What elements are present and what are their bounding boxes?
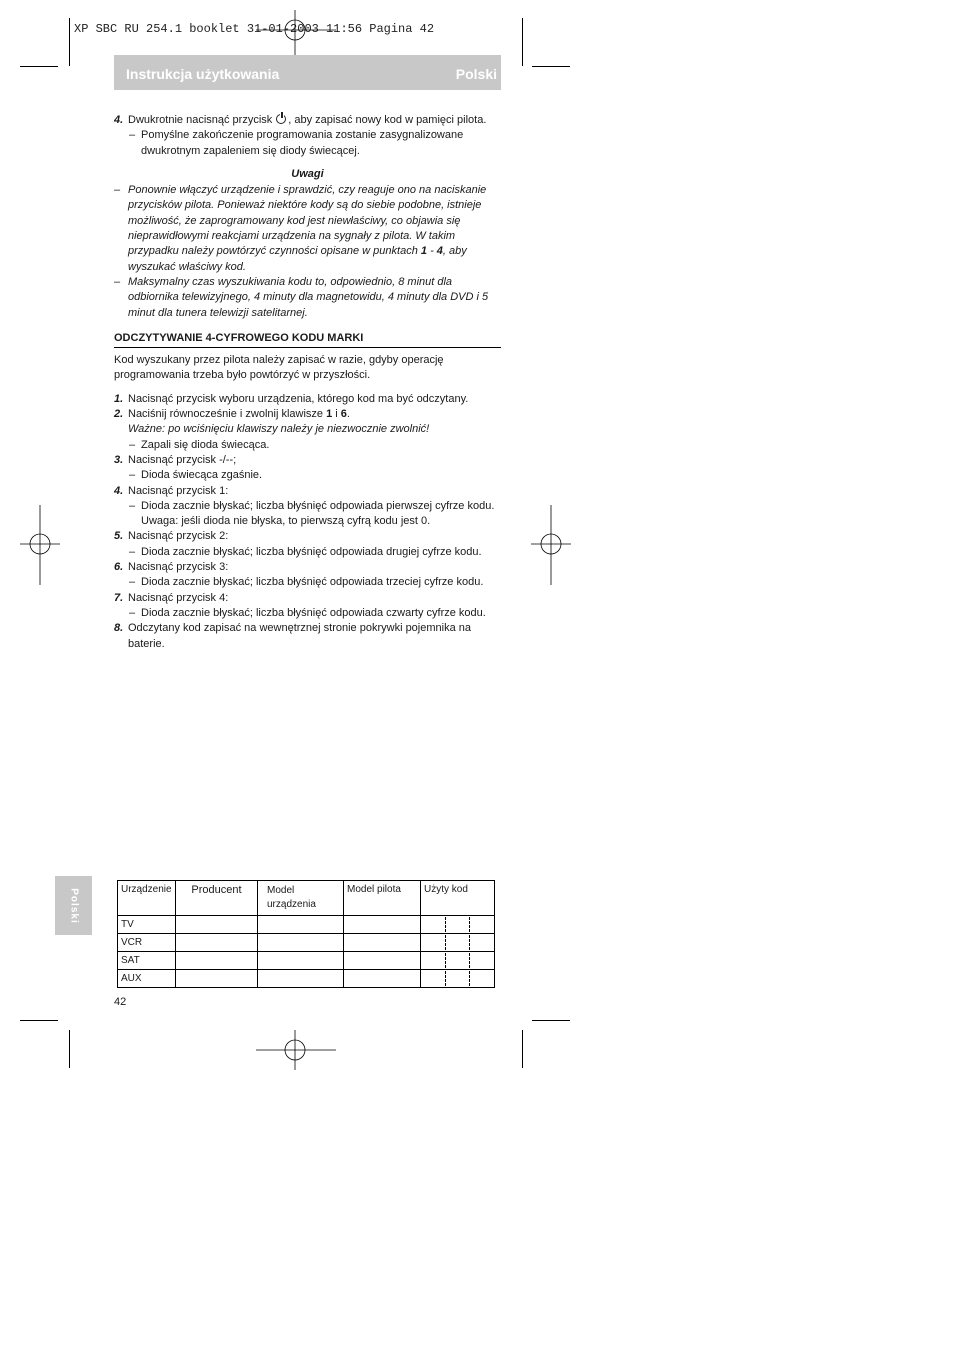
table-row: TV — [118, 916, 495, 934]
step-8: 8. Odczytany kod zapisać na wewnętrznej stronie pokrywki pojemnika na baterie. — [114, 622, 471, 650]
step-3: 3. Nacisnąć przycisk -/--; — [114, 453, 237, 466]
step-4-save: 4. Dwukrotnie nacisnąć przycisk , aby zapisać nowy kod w pamięci pilota. — [114, 114, 487, 126]
table-row: AUX — [118, 970, 495, 988]
step-2: 2. Naciśnij równocześnie i zwolnij klawisze 1 i 6. — [114, 408, 350, 421]
header-used-code: Użyty kod — [421, 881, 495, 916]
note-2: – Maksymalny czas wyszukiwania kodu to, odpowiednio, 8 minut dla odbiornika telewizyjnego, 4 minuty dla magnetowidu, 4 minuty dla DVD i 5 minut dla tunera telewizji satelitarnej. — [114, 275, 501, 321]
code-cells — [421, 970, 495, 988]
registration-mark-top — [256, 10, 336, 60]
header-remote-model: Model pilota — [344, 881, 421, 916]
power-icon — [276, 114, 286, 124]
page-header — [114, 55, 501, 90]
code-record-table — [117, 880, 495, 988]
step-6: 6. Nacisnąć przycisk 3: — [114, 561, 229, 574]
step-2-result: – Zapali się dioda świecąca. — [114, 438, 501, 453]
step-4: 4. Nacisnąć przycisk 1: — [114, 484, 229, 497]
page-number: 42 — [114, 996, 127, 1008]
header-device-model: Model urządzenia — [258, 881, 344, 916]
notes-title: Uwagi — [291, 167, 324, 180]
step-6-blink: – Dioda zacznie błyskać; liczba błyśnięć odpowiada trzeciej cyfrze kodu. — [114, 575, 501, 590]
header-producer: Producent — [176, 881, 258, 916]
main-content — [114, 113, 501, 652]
side-language-tab: Polski — [55, 876, 92, 935]
table-header-row — [118, 881, 495, 916]
registration-mark-bottom — [256, 1030, 336, 1070]
registration-mark-left — [20, 505, 60, 585]
header-language: Polski — [455, 66, 497, 82]
step-4-note: Uwaga: jeśli dioda nie błyska, to pierwszą cyfrą kodu jest 0. — [141, 515, 431, 528]
note-1: – Ponownie włączyć urządzenie i sprawdzić, czy reaguje ono na naciskanie przycisków pilota. Ponieważ niektóre kody są do siebie podobne, istnieje możliwość, że zaprogramowany kod jest niewłaściwy, co objawia się nieprawidłowymi reakcjami urządzenia na sygnały z pilota. W takim przypadku należy powtórzyć czynności opisane w punktach 1 - 4, aby wyszukać właściwy kod. — [114, 183, 501, 275]
print-slug: XP SBC RU 254.1 booklet 31-01-2003 11:56 Pagina 42 — [74, 22, 435, 36]
step-7: 7. Nacisnąć przycisk 4: — [114, 591, 229, 604]
section-title: ODCZYTYWANIE 4-CYFROWEGO KODU MARKI — [114, 331, 501, 348]
code-cells — [421, 934, 495, 952]
step-4-blink: – Dioda zacznie błyskać; liczba błyśnięć odpowiada pierwszej cyfrze kodu. — [114, 499, 501, 514]
step-5-blink: – Dioda zacznie błyskać; liczba błyśnięć odpowiada drugiej cyfrze kodu. — [114, 545, 501, 560]
table-row: SAT — [118, 952, 495, 970]
code-cells — [421, 952, 495, 970]
step-2-warning: Ważne: po wciśnięciu klawiszy należy je niezwocznie zwolnić! — [128, 423, 430, 436]
code-cells — [421, 916, 495, 934]
registration-mark-right — [531, 505, 571, 585]
step-7-blink: – Dioda zacznie błyskać; liczba błyśnięć odpowiada czwarty cyfrze kodu. — [114, 606, 501, 621]
step-1: 1. Nacisnąć przycisk wyboru urządzenia, którego kod ma być odczytany. — [114, 392, 469, 405]
section-intro: Kod wyszukany przez pilota należy zapisać w razie, gdyby operację programowania trzeba było powtórzyć w przyszłości. — [114, 354, 444, 382]
table-row: VCR — [118, 934, 495, 952]
step-4-result: – Pomyślne zakończenie programowania zostanie zasygnalizowane dwukrotnym zapaleniem się diody świecącej. — [114, 128, 501, 159]
header-title: Instrukcja użytkowania — [126, 66, 280, 82]
header-device: Urządzenie — [118, 881, 176, 916]
step-5: 5. Nacisnąć przycisk 2: — [114, 530, 229, 543]
step-3-result: – Dioda świecąca zgaśnie. — [114, 468, 501, 483]
